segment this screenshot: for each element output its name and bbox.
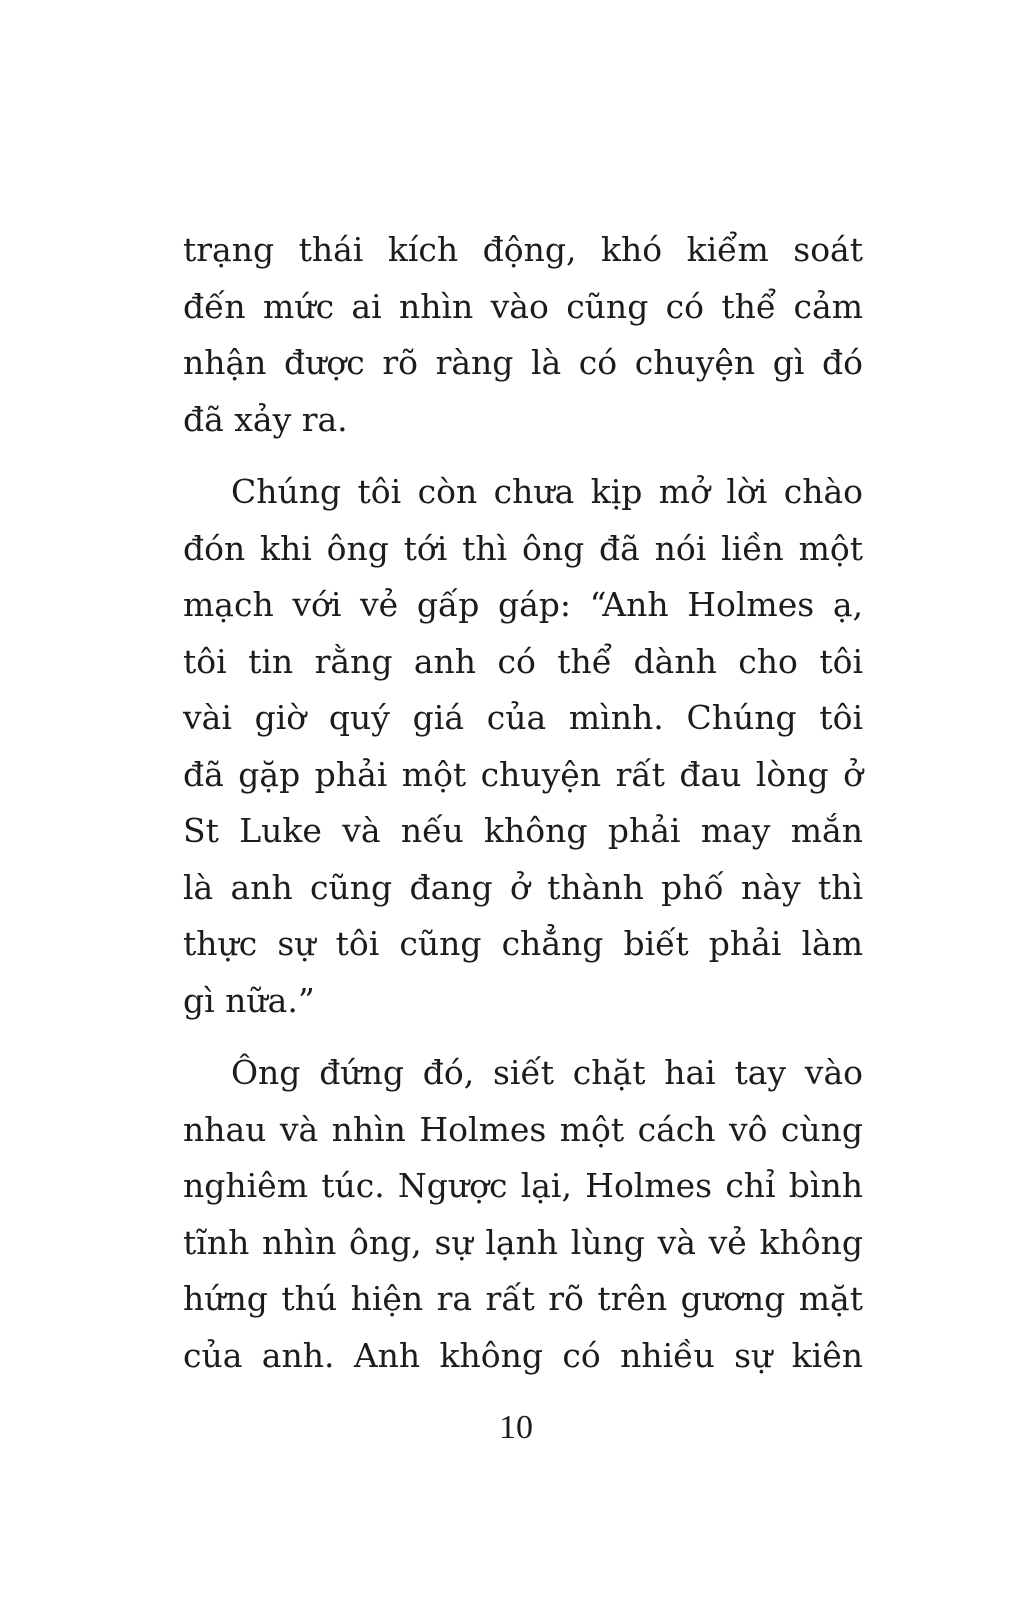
page-number: 10 bbox=[499, 1409, 533, 1446]
text-line: thực sự tôi cũng chẳng biết phải làm bbox=[183, 924, 863, 963]
text-line: gì nữa.” bbox=[183, 980, 315, 1020]
text-line: mạch với vẻ gấp gáp: “Anh Holmes ạ, bbox=[183, 585, 863, 624]
text-line: Chúng tôi còn chưa kịp mở lời chào bbox=[231, 472, 863, 511]
paragraph-2 bbox=[183, 464, 863, 1029]
body-text bbox=[183, 222, 863, 1384]
text-line: St Luke và nếu không phải may mắn bbox=[183, 811, 863, 850]
text-line: hứng thú hiện ra rất rõ trên gương mặt bbox=[183, 1279, 863, 1318]
text-line: Ông đứng đó, siết chặt hai tay vào bbox=[231, 1053, 863, 1092]
text-line: của anh. Anh không có nhiều sự kiên bbox=[183, 1335, 863, 1375]
text-line: tôi tin rằng anh có thể dành cho tôi bbox=[183, 641, 863, 681]
paragraph-gap bbox=[183, 448, 863, 464]
paragraph-gap bbox=[183, 1029, 863, 1045]
text-line: tĩnh nhìn ông, sự lạnh lùng và vẻ không bbox=[183, 1222, 863, 1262]
text-line: vài giờ quý giá của mình. Chúng tôi bbox=[183, 698, 863, 737]
text-line: nghiêm túc. Ngược lại, Holmes chỉ bình bbox=[183, 1166, 863, 1205]
paragraph-1 bbox=[183, 222, 863, 448]
text-line: là anh cũng đang ở thành phố này thì bbox=[183, 867, 863, 907]
text-line: nhận được rõ ràng là có chuyện gì đó bbox=[183, 343, 863, 382]
text-line: đã gặp phải một chuyện rất đau lòng ở bbox=[183, 754, 863, 794]
text-line: nhau và nhìn Holmes một cách vô cùng bbox=[183, 1109, 863, 1149]
text-line: đón khi ông tới thì ông đã nói liền một bbox=[183, 528, 863, 568]
text-line: đã xảy ra. bbox=[183, 399, 348, 439]
text-line: trạng thái kích động, khó kiểm soát bbox=[183, 230, 863, 269]
text-line: đến mức ai nhìn vào cũng có thể cảm bbox=[183, 286, 863, 326]
paragraph-3 bbox=[183, 1045, 863, 1384]
